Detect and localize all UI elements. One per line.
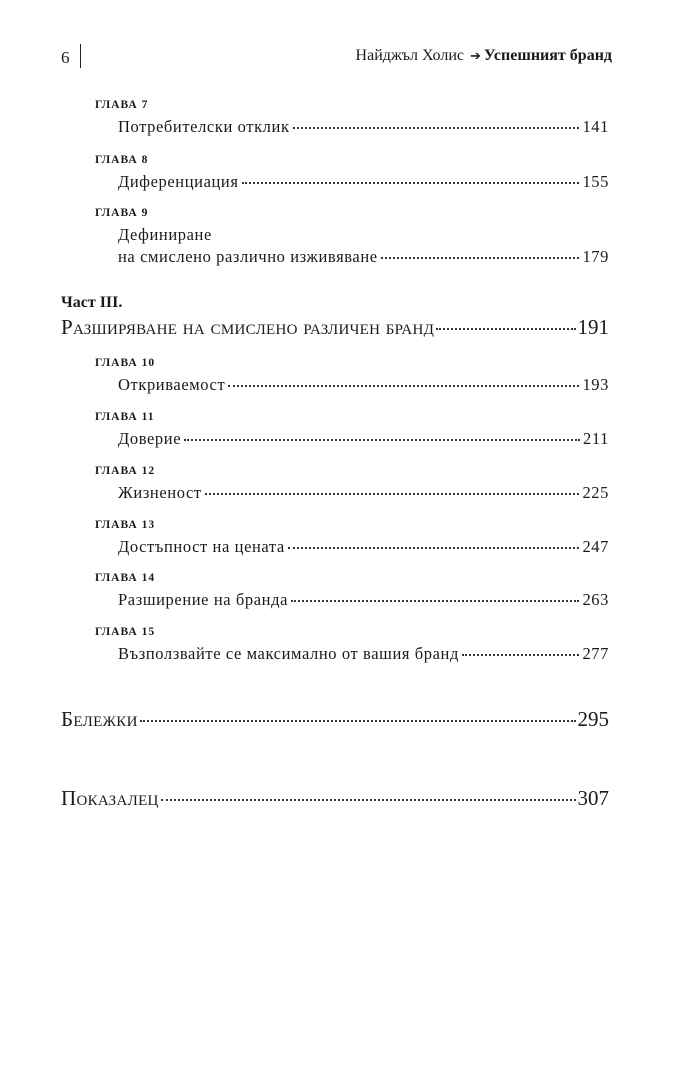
leader-dots [205, 492, 580, 495]
leader-dots [184, 438, 580, 441]
index-title: Показалец [61, 786, 159, 810]
chapter-8-label: ГЛАВА 8 [95, 154, 149, 166]
chapter-15-label: ГЛАВА 15 [95, 626, 156, 638]
chapter-10-label: ГЛАВА 10 [95, 357, 156, 369]
chapter-15-page: 277 [582, 644, 609, 663]
chapter-7-title: Потребителски отклик [118, 117, 290, 136]
leader-dots [161, 798, 576, 801]
book-title: Успешният бранд [483, 47, 612, 64]
index-page: 307 [577, 786, 609, 810]
notes-page: 295 [577, 707, 609, 731]
chapter-14-page: 263 [582, 590, 609, 609]
chapter-9-title-line1: Дефиниране [118, 225, 212, 244]
chapter-15-title: Възползвайте се максимално от вашия бранд [118, 644, 459, 663]
notes-title: Бележки [61, 707, 138, 731]
chapter-8-title: Диференциация [118, 172, 239, 191]
chapter-12-title: Жизненост [118, 483, 202, 502]
chapter-12-label: ГЛАВА 12 [95, 465, 156, 477]
leader-dots [288, 546, 580, 549]
toc-entry-chapter-12[interactable] [118, 483, 609, 503]
leader-dots [228, 384, 579, 387]
running-title [356, 47, 612, 65]
chapter-14-title: Разширение на бранда [118, 590, 289, 609]
toc-entry-chapter-11[interactable] [118, 429, 609, 449]
chapter-9-label: ГЛАВА 9 [95, 207, 149, 219]
leader-dots [462, 653, 579, 656]
chapter-7-page: 141 [582, 117, 609, 136]
leader-dots [140, 719, 576, 722]
chapter-13-label: ГЛАВА 13 [95, 519, 156, 531]
part-3-label: Част III. [61, 294, 123, 311]
toc-entry-chapter-10[interactable] [118, 375, 609, 395]
leader-dots [293, 126, 580, 129]
header-divider [80, 44, 81, 68]
part-3-page: 191 [577, 315, 609, 339]
page-number: 6 [61, 48, 70, 67]
part-3-title: Разширяване на смислено различен бранд [61, 315, 435, 339]
toc-entry-notes[interactable] [61, 707, 609, 732]
leader-dots [242, 181, 580, 184]
chapter-11-title: Доверие [118, 429, 182, 448]
toc-entry-chapter-13[interactable] [118, 537, 609, 557]
chapter-9-title-line2: на смислено различно изживяване [118, 247, 378, 266]
chapter-8-page: 155 [582, 172, 609, 191]
leader-dots [291, 599, 579, 602]
toc-entry-chapter-8[interactable] [118, 172, 609, 192]
leader-dots [381, 256, 580, 259]
chapter-13-title: Достъпност на цената [118, 537, 285, 556]
toc-entry-part-3[interactable] [61, 315, 609, 340]
chapter-10-page: 193 [582, 375, 609, 394]
author-name: Найджъл Холис [355, 47, 464, 64]
toc-entry-chapter-14[interactable] [118, 590, 609, 610]
toc-entry-index[interactable] [61, 786, 609, 811]
running-header [61, 44, 612, 68]
chapter-9-page: 179 [582, 247, 609, 266]
chapter-10-title: Откриваемост [118, 375, 226, 394]
leader-dots [436, 327, 575, 330]
chapter-7-label: ГЛАВА 7 [95, 99, 149, 111]
toc-entry-chapter-15[interactable] [118, 644, 609, 664]
chapter-11-label: ГЛАВА 11 [95, 411, 155, 423]
arrow-icon: ➔ [469, 48, 481, 63]
chapter-11-page: 211 [583, 429, 609, 448]
toc-entry-chapter-9[interactable] [118, 247, 609, 267]
chapter-12-page: 225 [582, 483, 609, 502]
chapter-13-page: 247 [582, 537, 609, 556]
chapter-14-label: ГЛАВА 14 [95, 572, 156, 584]
toc-entry-chapter-7[interactable] [118, 117, 609, 137]
